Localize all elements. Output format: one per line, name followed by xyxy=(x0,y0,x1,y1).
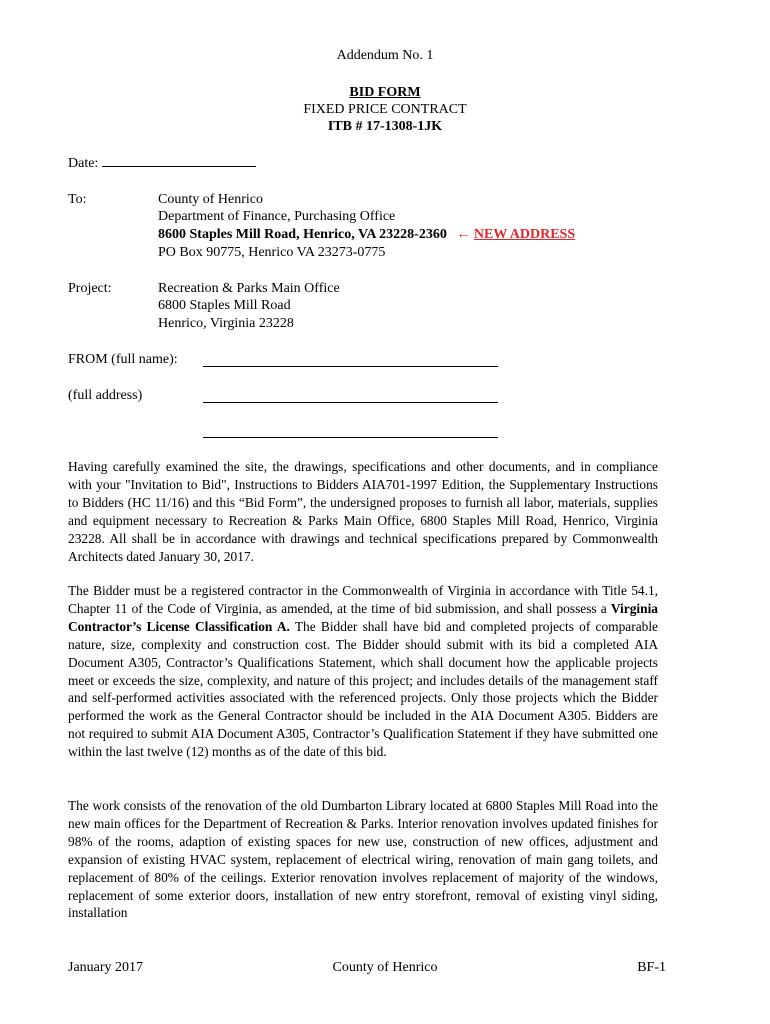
addendum-number: Addendum No. 1 xyxy=(336,48,434,63)
date-label: Date: xyxy=(68,156,99,171)
bidder-requirements-text xyxy=(68,582,658,761)
work-scope-paragraph xyxy=(68,797,658,922)
footer-date: January 2017 xyxy=(68,960,144,975)
to-address-line-4: PO Box 90775, Henrico VA 23273-0775 xyxy=(158,245,386,260)
to-address-line-2: Department of Finance, Purchasing Office xyxy=(158,209,396,224)
footer-page-number: BF-1 xyxy=(637,960,666,975)
to-address-line-3 xyxy=(158,226,575,243)
bidder-requirements-paragraph xyxy=(68,582,658,761)
bid-proposal-text: Having carefully examined the site, the drawings, specifications and other documents, and in compliance with your "Invitation to Bid", Instructions to Bidders AIA701-1997 Edition, the Supplementary Instructions to Bidders (HC 11/16) and this “Bid Form”, the undersigned proposes to furnish all labor, materials, supplies and equipment necessary to Recreation & Parks Main Office, 6800 Staples Mill Road, Henrico, Virginia 23228. All shall be in accordance with drawings and technical specifications prepared by Commonwealth Architects dated January 30, 2017. xyxy=(68,459,658,564)
project-line-2: 6800 Staples Mill Road xyxy=(158,298,291,313)
license-classification: Virginia Contractor’s License Classification A. xyxy=(68,600,658,634)
from-address-blank-line-1[interactable] xyxy=(203,387,498,403)
to-label: To: xyxy=(68,192,87,207)
to-address-line-1: County of Henrico xyxy=(158,192,263,207)
footer-county: County of Henrico xyxy=(332,960,438,975)
from-address-label: (full address) xyxy=(68,388,143,403)
new-address-note: NEW ADDRESS xyxy=(473,227,576,242)
project-line-1: Recreation & Parks Main Office xyxy=(158,281,340,296)
form-title-text: BID FORM xyxy=(349,85,421,100)
requirements-text-start: The Bidder must be a registered contractor in the Commonwealth of Virginia in accordance with Title 54.1, Chapter 11 of the Code of Virginia, as amended, at the time of bid submission, and shall possess a xyxy=(68,583,658,616)
itb-number: ITB # 17-1308-1JK xyxy=(327,119,443,134)
date-blank-line[interactable] xyxy=(102,166,256,167)
form-title xyxy=(0,84,770,101)
work-scope-text: The work consists of the renovation of the old Dumbarton Library located at 6800 Staples Mill Road into the new main offices for the Department of Recreation & Parks. Interior renovation involves updated finishes for 98% of the rooms, adaption of existing spaces for new use, construction of new offices, adjustment and expansion of existing HVAC system, replacement of electrical wiring, renovation of main gang toilets, and replacement of 80% of the ceilings. Exterior renovation involves replacement of majority of the windows, replacement of some exterior doors, installation of new entry storefront, removal of existing vinyl siding, installation xyxy=(68,798,658,921)
project-line-3: Henrico, Virginia 23228 xyxy=(158,316,294,331)
from-name-label: FROM (full name): xyxy=(68,352,178,367)
bid-proposal-paragraph xyxy=(68,458,658,565)
contract-type: FIXED PRICE CONTRACT xyxy=(303,102,467,117)
left-arrow-icon: ← xyxy=(456,227,471,242)
new-street-address: 8600 Staples Mill Road, Henrico, VA 23228-2360 xyxy=(158,227,447,242)
date-field xyxy=(68,155,256,172)
project-label: Project: xyxy=(68,281,112,296)
from-address-blank-line-2[interactable] xyxy=(203,422,498,438)
from-name-blank-line[interactable] xyxy=(203,351,498,367)
requirements-text-end: The Bidder shall have bid and completed projects of comparable nature, size, complexity and construction cost. The Bidder should submit with its bid a completed AIA Document A305, Contractor’s Qualifications Statement, which shall document how the applicable projects meet or exceeds the size, complexity, and nature of this project; and includes details of the management staff and self-performed activities associated with the referenced projects. Only those projects which the Bidder performed the work as the General Contractor should be included in the AIA Document A305. Bidders are not required to submit AIA Document A305, Contractor’s Qualification Statement if they have submitted one within the last twelve (12) months as of the date of this bid. xyxy=(68,618,658,760)
